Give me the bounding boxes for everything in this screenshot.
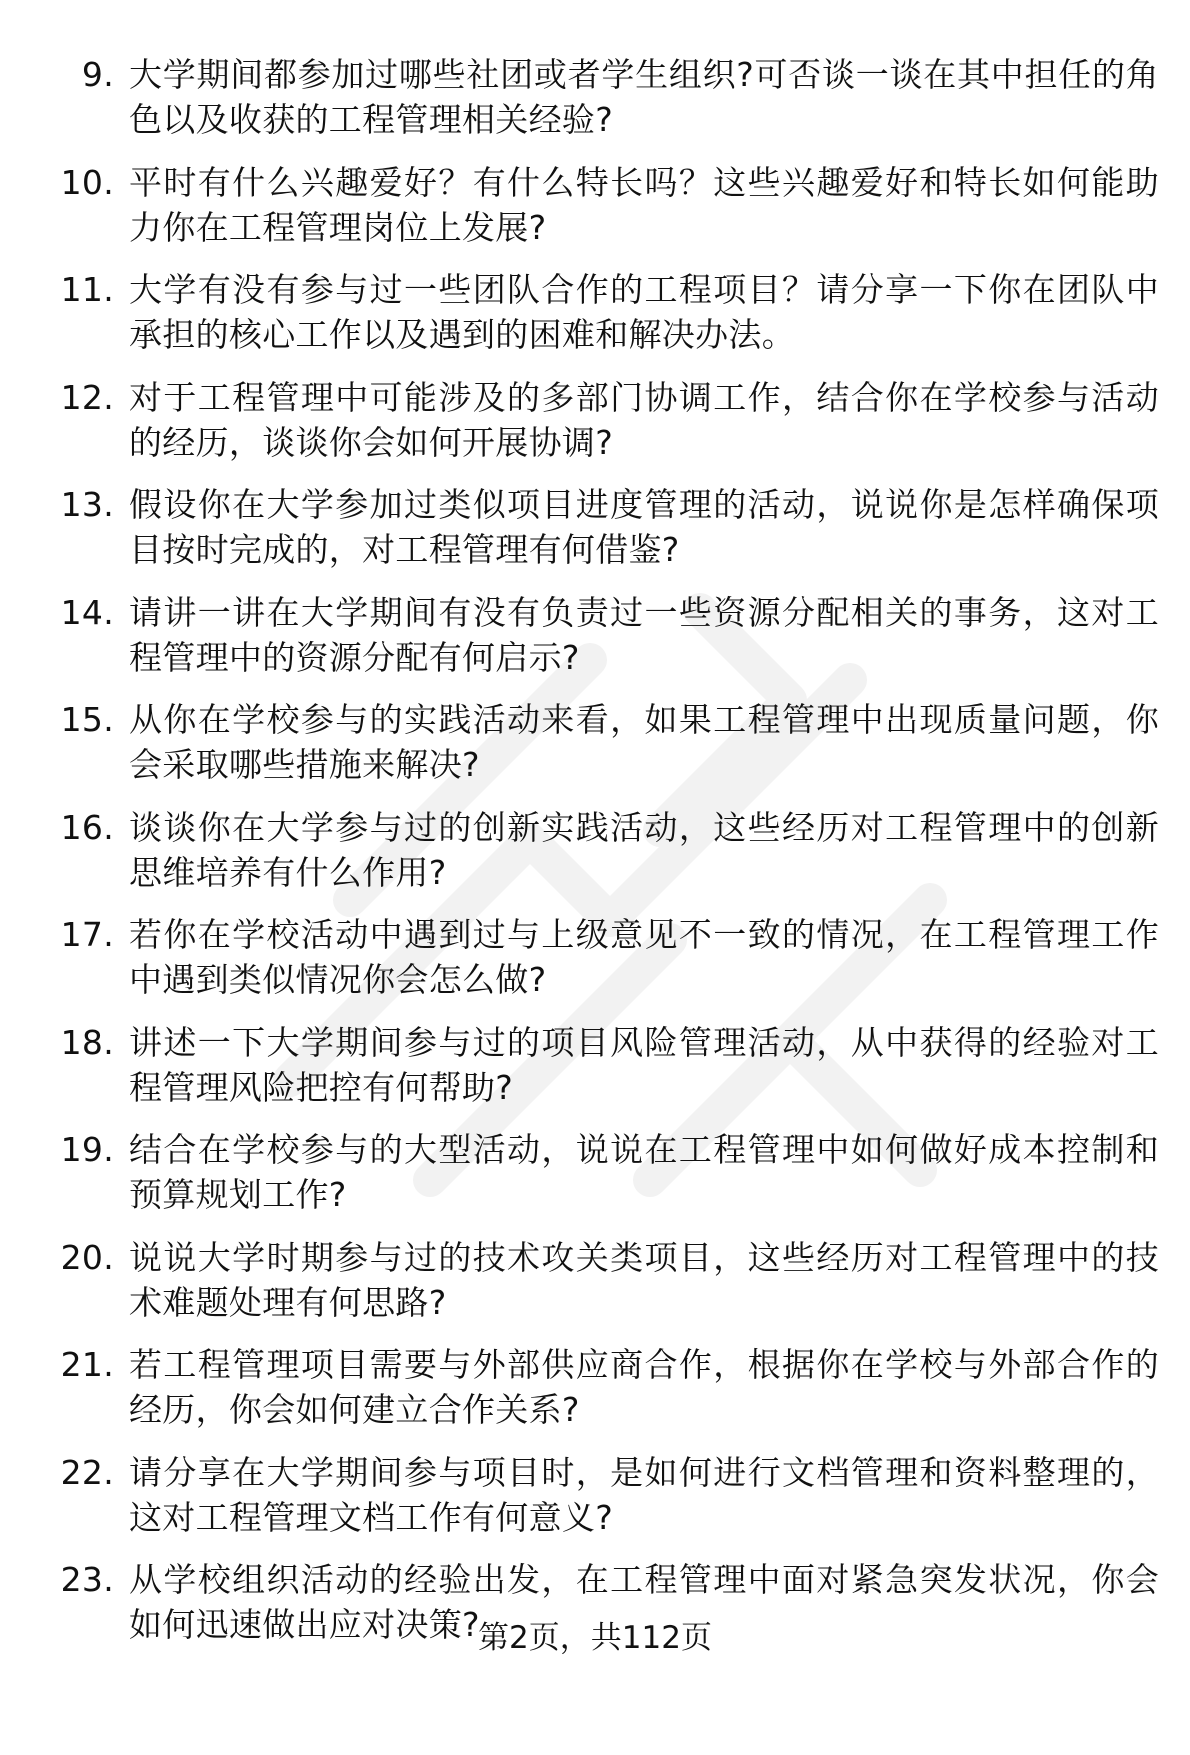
question-text: 谈谈你在大学参与过的创新实践活动，这些经历对工程管理中的创新思维培养有什么作用? [129, 807, 1159, 892]
question-number: 19. [60, 1130, 114, 1169]
question-item [60, 267, 1160, 357]
question-item [60, 52, 1160, 142]
question-item [60, 1235, 1160, 1325]
question-number: 9. [81, 55, 114, 94]
question-text: 请分享在大学期间参与项目时，是如何进行文档管理和资料整理的，这对工程管理文档工作有何意义? [129, 1452, 1159, 1537]
question-number: 17. [60, 915, 114, 954]
question-item [60, 375, 1160, 465]
question-text: 大学有没有参与过一些团队合作的工程项目？请分享一下你在团队中承担的核心工作以及遇到的困难和解决办法。 [129, 270, 1159, 354]
question-item [60, 482, 1160, 572]
question-number: 16. [60, 807, 114, 847]
question-number: 10. [60, 162, 114, 202]
question-item [60, 1020, 1160, 1110]
question-number: 20. [60, 1237, 114, 1277]
question-text: 大学期间都参加过哪些社团或者学生组织?可否谈一谈在其中担任的角色以及收获的工程管理相关经验? [129, 55, 1159, 139]
question-number: 18. [60, 1022, 114, 1062]
question-item [60, 1342, 1160, 1432]
question-text: 说说大学时期参与过的技术攻关类项目，这些经历对工程管理中的技术难题处理有何思路? [129, 1237, 1159, 1322]
question-text: 若工程管理项目需要与外部供应商合作，根据你在学校与外部合作的经历，你会如何建立合作关系? [129, 1345, 1159, 1429]
question-text: 从学校组织活动的经验出发，在工程管理中面对紧急突发状况，你会如何迅速做出应对决策? [129, 1560, 1159, 1644]
question-list [60, 52, 1160, 1665]
question-text: 若你在学校活动中遇到过与上级意见不一致的情况，在工程管理工作中遇到类似情况你会怎么做? [129, 915, 1159, 999]
question-item [60, 805, 1160, 895]
question-text: 对于工程管理中可能涉及的多部门协调工作，结合你在学校参与活动的经历，谈谈你会如何开展协调? [129, 377, 1159, 462]
question-number: 23. [60, 1560, 114, 1599]
question-item [60, 1127, 1160, 1217]
question-item [60, 160, 1160, 250]
question-number: 11. [60, 270, 114, 309]
question-item [60, 697, 1160, 787]
question-number: 21. [60, 1345, 114, 1384]
question-text: 请讲一讲在大学期间有没有负责过一些资源分配相关的事务，这对工程管理中的资源分配有何启示? [129, 592, 1159, 677]
question-number: 15. [60, 700, 114, 739]
question-number: 12. [60, 377, 114, 417]
question-number: 13. [60, 485, 114, 524]
question-text: 结合在学校参与的大型活动，说说在工程管理中如何做好成本控制和预算规划工作? [129, 1130, 1159, 1214]
question-text: 讲述一下大学期间参与过的项目风险管理活动，从中获得的经验对工程管理风险把控有何帮助? [129, 1022, 1159, 1107]
question-item [60, 590, 1160, 680]
question-text: 从你在学校参与的实践活动来看，如果工程管理中出现质量问题，你会采取哪些措施来解决? [129, 700, 1159, 784]
question-item [60, 912, 1160, 1002]
question-text: 假设你在大学参加过类似项目进度管理的活动，说说你是怎样确保项目按时完成的，对工程管理有何借鉴? [129, 485, 1159, 569]
question-text: 平时有什么兴趣爱好？有什么特长吗？这些兴趣爱好和特长如何能助力你在工程管理岗位上发展? [129, 162, 1159, 247]
question-item [60, 1450, 1160, 1540]
page-footer: 第2页，共112页 [478, 1620, 712, 1656]
question-number: 14. [60, 592, 114, 632]
question-number: 22. [60, 1452, 114, 1492]
